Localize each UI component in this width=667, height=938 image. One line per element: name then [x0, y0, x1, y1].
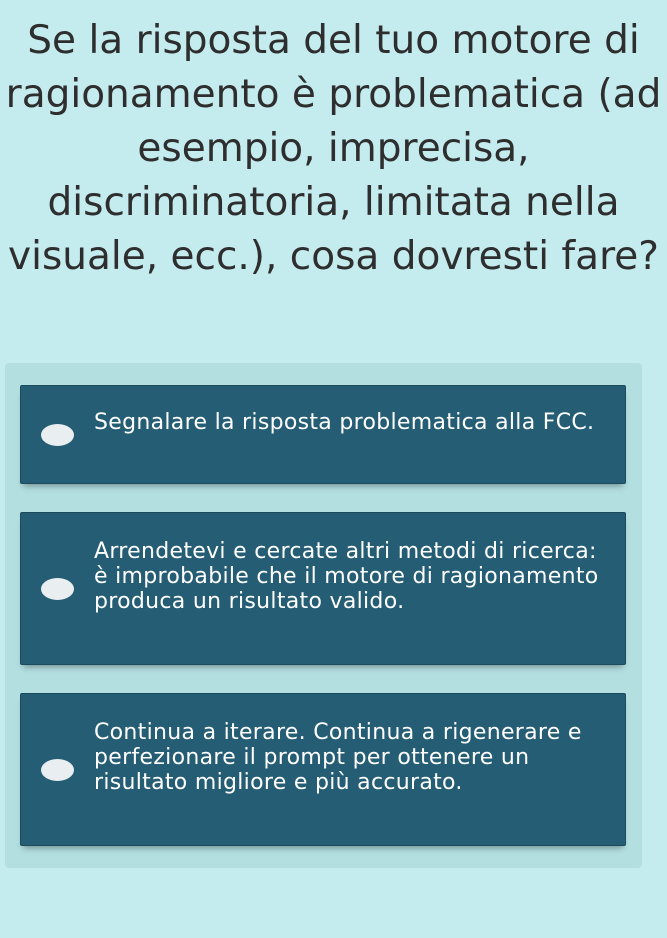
options-panel	[5, 363, 642, 868]
option-1[interactable]	[20, 385, 626, 484]
question-text: Se la risposta del tuo motore di ragionamento è problematica (ad esempio, imprecisa, discriminatoria, limitata nella visuale, ecc.), cosa dovresti fare?	[5, 18, 662, 279]
option-label: Arrendetevi e cercate altri metodi di ricerca: è improbabile che il motore di ragionamento produca un risultato valido.	[94, 539, 599, 614]
option-label: Segnalare la risposta problematica alla FCC.	[94, 410, 595, 435]
option-3[interactable]	[20, 693, 626, 846]
option-label: Continua a iterare. Continua a rigenerare e perfezionare il prompt per ottenere un risultato migliore e più accurato.	[94, 720, 582, 795]
option-2[interactable]	[20, 512, 626, 665]
radio-icon[interactable]	[41, 578, 74, 600]
radio-icon[interactable]	[41, 759, 74, 781]
radio-icon[interactable]	[41, 424, 74, 446]
